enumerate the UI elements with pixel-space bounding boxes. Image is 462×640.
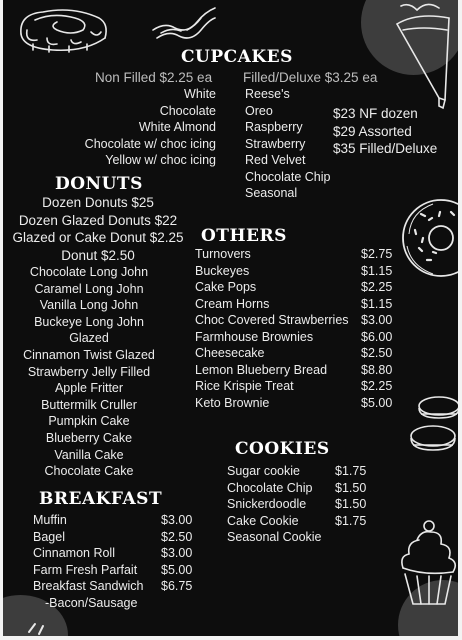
list-item: Sugar cookie	[227, 464, 300, 478]
list-item: Strawberry	[245, 136, 306, 151]
list-item: Glazed or Cake Donut $2.25	[12, 230, 184, 245]
breakfast-heading: BREAKFAST	[39, 489, 163, 509]
macaron-icon	[407, 392, 458, 464]
breakfast-names	[33, 512, 143, 611]
list-item: Rice Krispie Treat	[195, 379, 294, 393]
list-item: Pumpkin Cake	[48, 414, 130, 429]
list-item: Choc Covered Strawberries	[195, 313, 349, 327]
cookies-prices	[335, 463, 366, 529]
list-item: $29 Assorted	[333, 123, 412, 139]
list-item: $1.15	[361, 296, 393, 311]
list-item: Reese's	[245, 87, 290, 101]
piping-bag-icon	[387, 0, 457, 110]
list-item: $3.00	[161, 546, 193, 560]
list-item: Blueberry Cake	[45, 430, 133, 445]
list-item: White	[184, 87, 216, 101]
list-item: $2.50	[161, 529, 193, 544]
sparkle-icon	[25, 614, 55, 636]
donuts-pricing	[3, 194, 193, 264]
list-item: Lemon Blueberry Bread	[195, 362, 328, 377]
list-item: White Almond	[138, 120, 216, 134]
list-item: Vanilla Long John	[39, 298, 139, 313]
list-item: Chocolate Long John	[29, 265, 149, 279]
list-item: Chocolate	[159, 103, 216, 118]
list-item: Dozen Glazed Donuts $22	[18, 212, 178, 228]
list-item: $2.25	[361, 280, 393, 294]
list-item: $35 Filled/Deluxe	[333, 141, 438, 156]
list-item: Cake Cookie	[227, 513, 299, 528]
list-item: Raspberry	[245, 120, 303, 134]
others-heading: OTHERS	[201, 226, 287, 246]
list-item: Caramel Long John	[34, 281, 144, 296]
bacon-icon	[151, 0, 217, 40]
list-item: $1.50	[335, 480, 367, 495]
list-item: Keto Brownie	[195, 395, 270, 410]
donuts-flavors	[3, 264, 175, 480]
list-item: $1.75	[335, 513, 367, 528]
list-item: Buckeye Long John	[34, 314, 144, 329]
list-item: Chocolate w/ choc icing	[84, 136, 216, 151]
cupcake-icon	[395, 518, 458, 608]
list-item: $1.75	[335, 464, 367, 478]
list-item: $5.00	[361, 395, 393, 410]
list-item: Apple Fritter	[54, 381, 124, 396]
menu-board	[3, 0, 458, 636]
list-item: Chocolate Chip	[227, 480, 313, 495]
cupcakes-filled-price: Filled/Deluxe $3.25 ea	[243, 70, 378, 85]
list-item: Cheesecake	[195, 346, 265, 360]
others-names	[195, 246, 349, 411]
list-item: Glazed	[69, 331, 109, 346]
list-item: Red Velvet	[245, 153, 306, 167]
breakfast-prices	[161, 512, 192, 595]
cupcakes-non-filled-price: Non Filled $2.25 ea	[95, 70, 213, 85]
list-item: Snickerdoodle	[227, 497, 307, 511]
list-item: Yellow w/ choc icing	[105, 153, 216, 167]
list-item: Breakfast Sandwich	[33, 579, 144, 593]
list-item: $8.80	[361, 362, 393, 377]
list-item: Seasonal	[245, 186, 298, 200]
list-item: Chocolate Cake	[44, 464, 134, 479]
list-item: Bagel	[33, 529, 65, 544]
list-item: Vanilla Cake	[54, 447, 124, 462]
sprinkle-donut-icon	[393, 190, 458, 286]
list-item: Cinnamon Twist Glazed	[23, 347, 155, 362]
list-item: $23 NF dozen	[333, 106, 418, 121]
list-item: Farmhouse Brownies	[195, 329, 314, 344]
list-item: $3.00	[161, 513, 193, 527]
list-item: -Bacon/Sausage	[45, 595, 138, 610]
list-item: $2.25	[361, 379, 393, 393]
others-prices	[361, 246, 392, 411]
list-item: Cream Horns	[195, 296, 270, 311]
list-item: $2.75	[361, 247, 393, 261]
list-item: Seasonal Cookie	[227, 530, 322, 544]
list-item: Turnovers	[195, 247, 251, 261]
list-item: Muffin	[33, 513, 67, 527]
list-item: $3.00	[361, 313, 393, 327]
list-item: Dozen Donuts $25	[42, 195, 154, 210]
list-item: Oreo	[245, 103, 273, 118]
list-item: Strawberry Jelly Filled	[27, 364, 151, 379]
cookies-heading: COOKIES	[235, 439, 330, 459]
cupcakes-dozen-prices	[333, 105, 437, 158]
list-item: $6.75	[161, 579, 193, 593]
list-item: Buttermilk Cruller	[41, 397, 137, 412]
list-item: Donut $2.50	[61, 247, 135, 263]
list-item: Cake Pops	[195, 280, 257, 294]
list-item: Farm Fresh Parfait	[33, 562, 138, 577]
cinnamon-roll-icon	[13, 4, 113, 56]
list-item: $6.00	[361, 329, 393, 344]
list-item: $2.50	[361, 346, 393, 360]
list-item: $1.50	[335, 497, 367, 511]
cookies-names	[227, 463, 322, 546]
list-item: Chocolate Chip	[245, 169, 331, 184]
cupcakes-non-filled-list	[85, 86, 216, 169]
donuts-heading: DONUTS	[55, 174, 143, 194]
list-item: Cinnamon Roll	[33, 546, 115, 560]
list-item: $5.00	[161, 562, 193, 577]
list-item: Buckeyes	[195, 263, 250, 278]
list-item: $1.15	[361, 263, 393, 278]
cupcakes-heading: CUPCAKES	[181, 47, 293, 67]
cupcakes-filled-list	[245, 86, 330, 202]
